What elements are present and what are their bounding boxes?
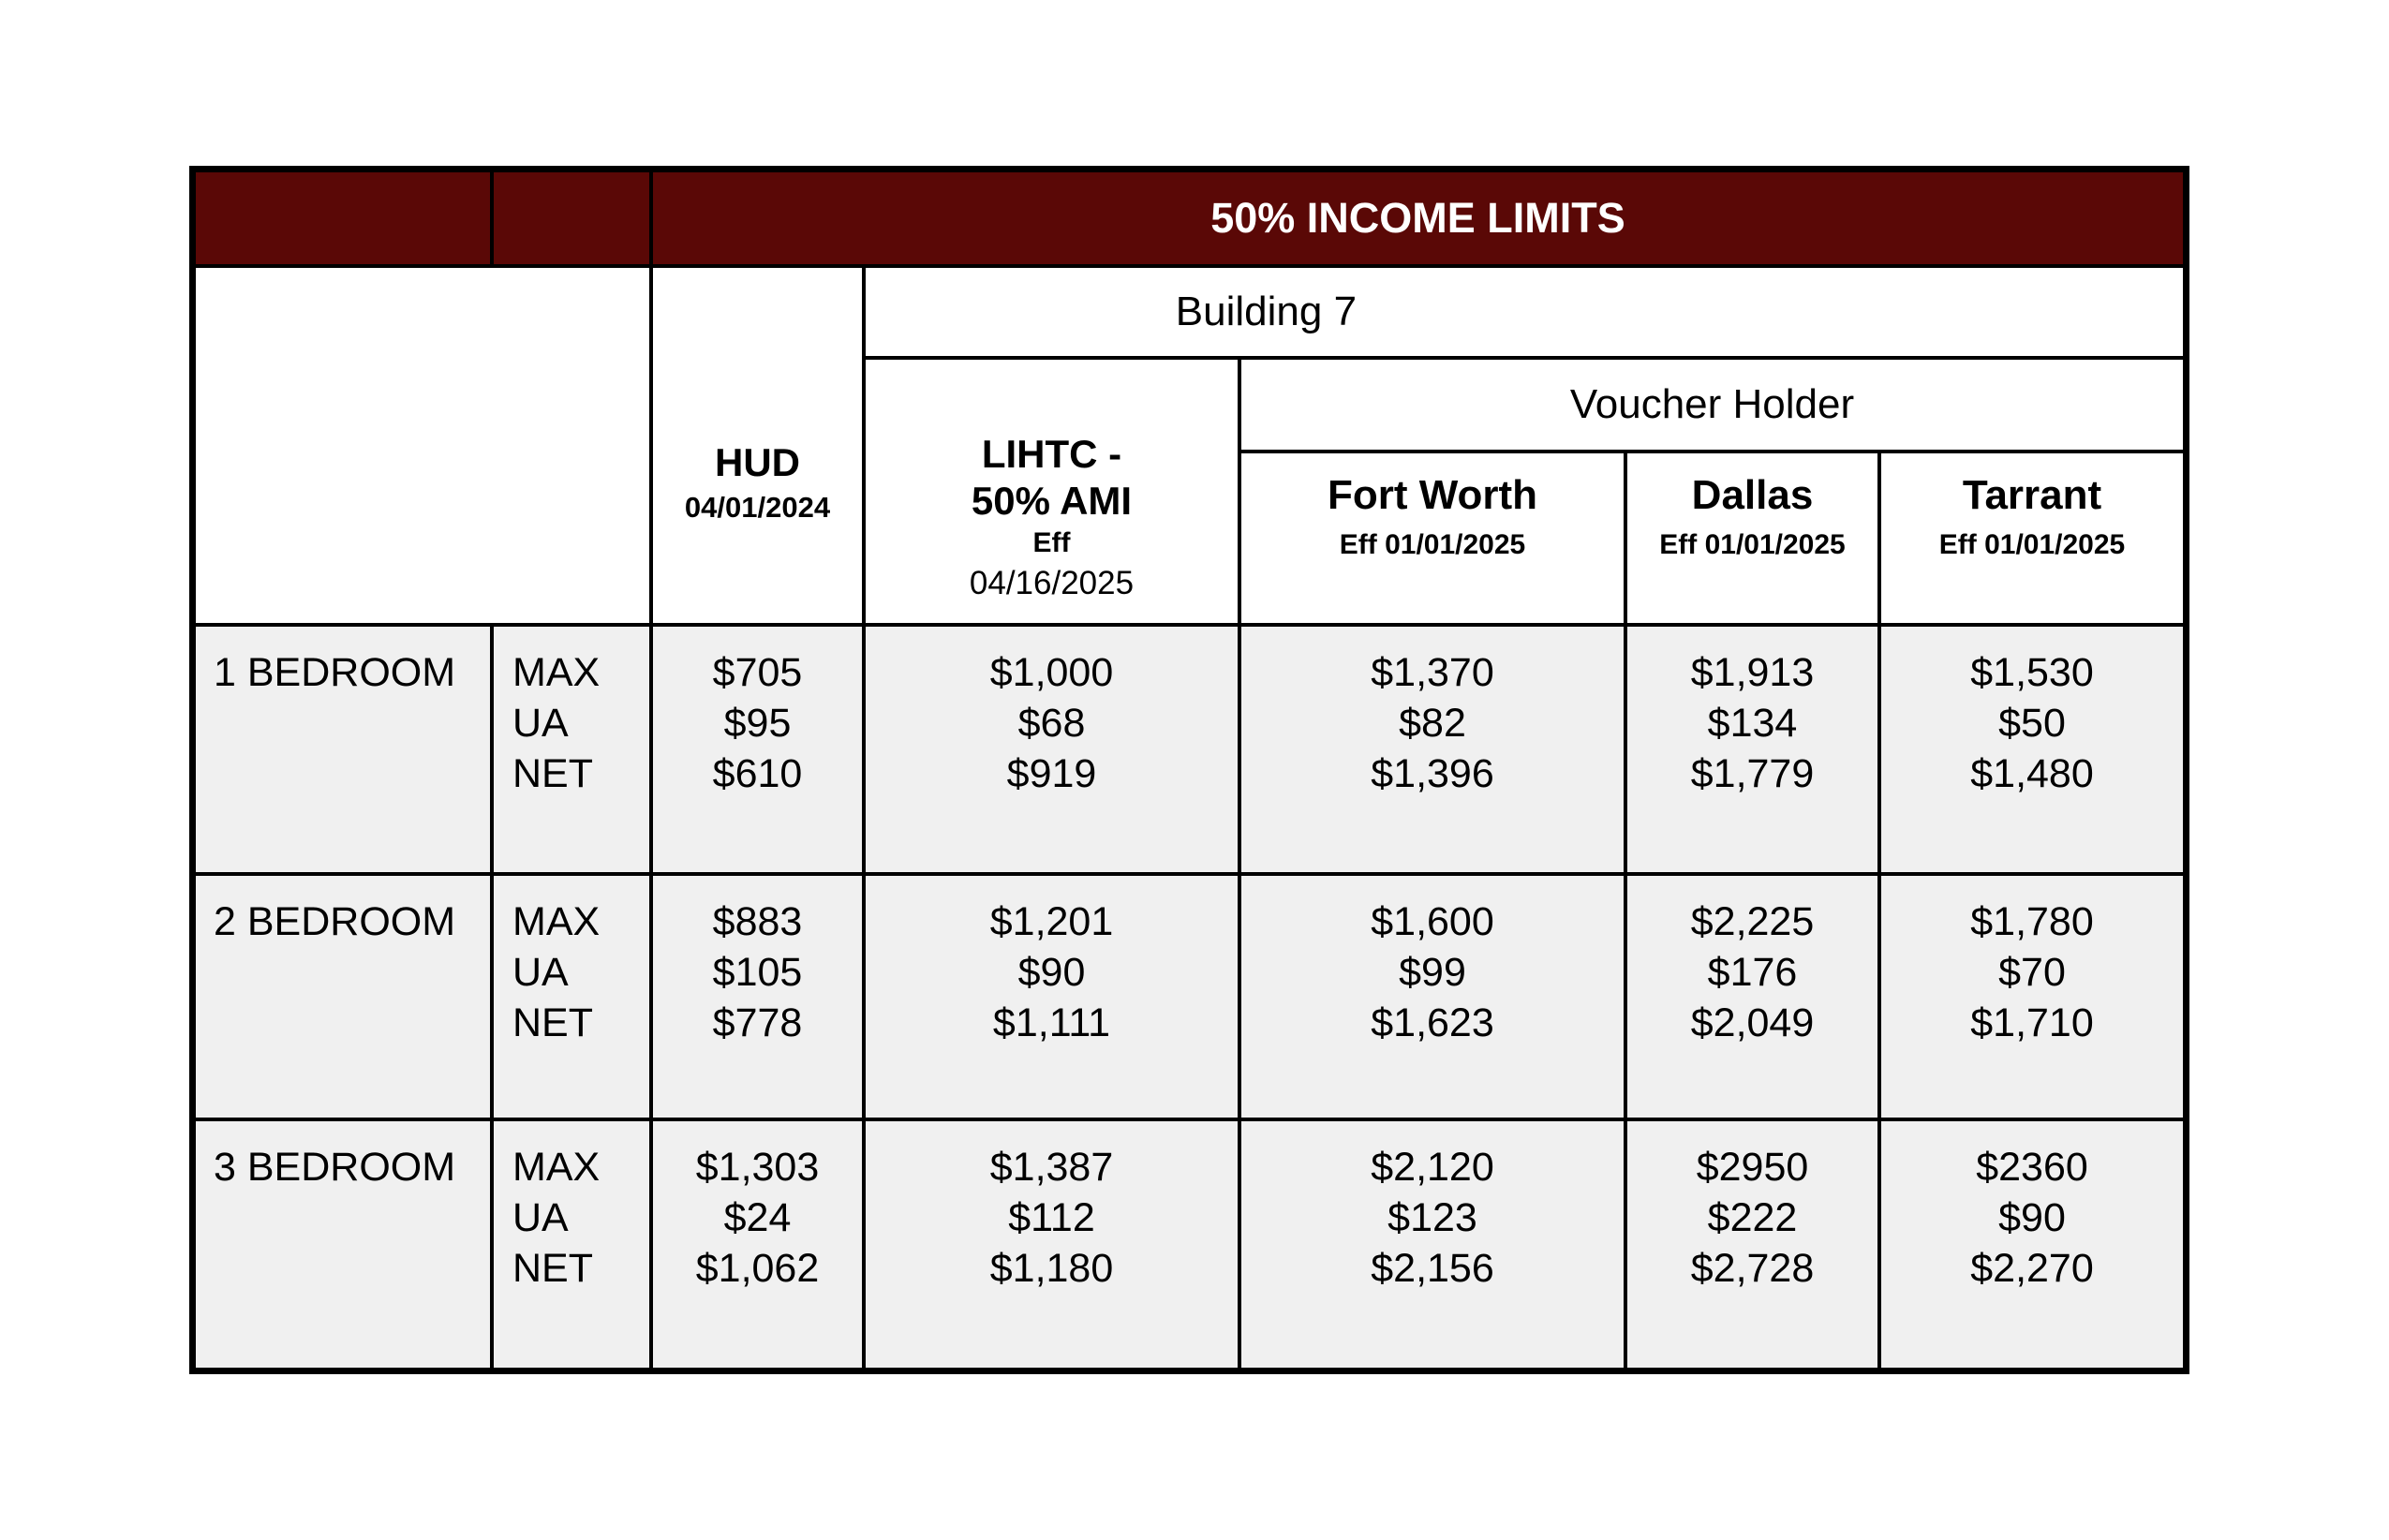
ua-value: $90	[1017, 950, 1086, 995]
row-label-text: 3 BEDROOM	[214, 1145, 456, 1190]
row-label-text: 1 BEDROOM	[214, 650, 456, 695]
table-title-text: 50% INCOME LIMITS	[1210, 194, 1625, 242]
ua-value: $123	[1387, 1195, 1477, 1240]
max-value: $1,913	[1690, 650, 1815, 695]
tarrant-eff-date: Eff 01/01/2025	[1938, 528, 2126, 560]
voucher-holder-label: Voucher Holder	[1569, 381, 1855, 427]
max-value: $1,600	[1371, 899, 1494, 944]
max-value: $883	[712, 899, 803, 944]
lihtc-values-1-bedroom	[864, 625, 1239, 874]
dallas-values-3-bedroom	[1625, 1119, 1879, 1370]
net-value: $1,396	[1371, 751, 1494, 796]
hud-values-2-bedroom	[651, 874, 864, 1119]
ua-value: $176	[1707, 950, 1798, 995]
metric-ua-label: UA	[512, 950, 569, 995]
ua-value: $90	[1998, 1195, 2066, 1240]
header-blank-cell	[194, 266, 651, 625]
max-value: $1,387	[989, 1145, 1114, 1190]
max-value: $2360	[1976, 1145, 2088, 1190]
ua-value: $134	[1707, 701, 1798, 746]
ua-value: $70	[1998, 950, 2066, 995]
voucher-holder-header	[1239, 358, 2185, 452]
row-label-text: 2 BEDROOM	[214, 899, 456, 944]
net-value: $610	[712, 751, 803, 796]
metric-max-label: MAX	[512, 650, 601, 695]
banner-corner-cell-2	[492, 170, 651, 266]
metrics-cell-2-bedroom	[492, 874, 651, 1119]
column-header-hud	[651, 266, 864, 625]
column-header-fort-worth	[1239, 452, 1625, 625]
max-value: $705	[712, 650, 803, 695]
net-value: $1,111	[992, 1000, 1111, 1045]
net-value: $2,156	[1371, 1246, 1494, 1291]
building-header-cell	[864, 266, 2185, 358]
metric-net-label: NET	[512, 751, 593, 796]
net-value: $2,728	[1690, 1246, 1815, 1291]
tarrant-values-3-bedroom	[1879, 1119, 2185, 1370]
hud-label: HUD	[715, 439, 800, 484]
column-header-tarrant	[1879, 452, 2185, 625]
max-value: $1,201	[989, 899, 1114, 944]
max-value: $1,370	[1371, 650, 1494, 695]
max-value: $1,303	[695, 1145, 820, 1190]
net-value: $1,779	[1690, 751, 1815, 796]
tarrant-values-2-bedroom	[1879, 874, 2185, 1119]
net-value: $778	[712, 1000, 803, 1045]
hud-values-3-bedroom	[651, 1119, 864, 1370]
lihtc-values-2-bedroom	[864, 874, 1239, 1119]
metrics-cell-3-bedroom	[492, 1119, 651, 1370]
banner-corner-cell-1	[194, 170, 492, 266]
fort-worth-label: Fort Worth	[1327, 471, 1538, 518]
ua-value: $82	[1399, 701, 1466, 746]
lihtc-label-line1: LIHTC -	[981, 431, 1122, 476]
ua-value: $24	[723, 1195, 792, 1240]
metric-ua-label: UA	[512, 701, 569, 746]
income-limits-table	[189, 166, 2189, 1374]
ua-value: $99	[1399, 950, 1466, 995]
fort-worth-values-3-bedroom	[1239, 1119, 1625, 1370]
lihtc-eff-date: 04/16/2025	[969, 564, 1135, 601]
dallas-eff-date: Eff 01/01/2025	[1659, 528, 1846, 560]
dallas-values-2-bedroom	[1625, 874, 1879, 1119]
column-header-dallas	[1625, 452, 1879, 625]
metric-net-label: NET	[512, 1000, 593, 1045]
max-value: $2950	[1696, 1145, 1809, 1190]
building-label: Building 7	[1175, 289, 1358, 334]
max-value: $1,530	[1970, 650, 2094, 695]
row-label-3-bedroom	[194, 1119, 492, 1370]
hud-values-1-bedroom	[651, 625, 864, 874]
net-value: $919	[1006, 751, 1097, 796]
net-value: $2,270	[1970, 1246, 2094, 1291]
net-value: $1,180	[989, 1246, 1114, 1291]
metric-max-label: MAX	[512, 1145, 601, 1190]
net-value: $2,049	[1690, 1000, 1815, 1045]
lihtc-values-3-bedroom	[864, 1119, 1239, 1370]
max-value: $2,225	[1690, 899, 1815, 944]
net-value: $1,480	[1970, 751, 2094, 796]
metrics-cell-1-bedroom	[492, 625, 651, 874]
table-title	[651, 170, 2185, 266]
row-label-1-bedroom	[194, 625, 492, 874]
net-value: $1,623	[1371, 1000, 1494, 1045]
ua-value: $50	[1998, 701, 2066, 746]
ua-value: $95	[723, 701, 792, 746]
row-label-2-bedroom	[194, 874, 492, 1119]
dallas-label: Dallas	[1691, 471, 1814, 518]
dallas-values-1-bedroom	[1625, 625, 1879, 874]
net-value: $1,062	[695, 1246, 820, 1291]
ua-value: $68	[1017, 701, 1086, 746]
lihtc-eff-label: Eff	[1032, 526, 1071, 558]
tarrant-values-1-bedroom	[1879, 625, 2185, 874]
column-header-lihtc	[864, 358, 1239, 625]
ua-value: $222	[1707, 1195, 1798, 1240]
fort-worth-values-1-bedroom	[1239, 625, 1625, 874]
max-value: $1,780	[1970, 899, 2094, 944]
lihtc-label-line2: 50% AMI	[971, 478, 1133, 523]
max-value: $2,120	[1371, 1145, 1494, 1190]
max-value: $1,000	[989, 650, 1114, 695]
hud-date: 04/01/2024	[684, 490, 831, 524]
tarrant-label: Tarrant	[1962, 471, 2102, 518]
fort-worth-values-2-bedroom	[1239, 874, 1625, 1119]
ua-value: $105	[712, 950, 803, 995]
fort-worth-eff-date: Eff 01/01/2025	[1339, 528, 1526, 560]
metric-max-label: MAX	[512, 899, 601, 944]
net-value: $1,710	[1970, 1000, 2094, 1045]
metric-net-label: NET	[512, 1246, 593, 1291]
ua-value: $112	[1008, 1195, 1095, 1240]
metric-ua-label: UA	[512, 1195, 569, 1240]
